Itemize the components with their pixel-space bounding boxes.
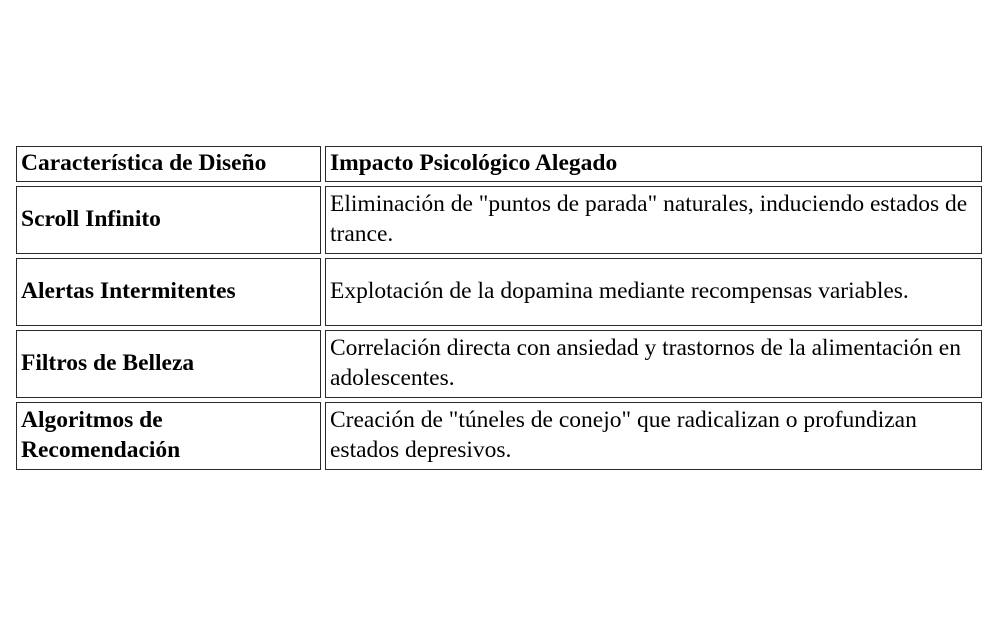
- header-psychological-impact: Impacto Psicológico Alegado: [325, 146, 982, 182]
- table-row: [16, 330, 982, 398]
- feature-cell: Scroll Infinito: [16, 186, 321, 254]
- header-design-feature: Característica de Diseño: [16, 146, 321, 182]
- feature-cell: Alertas Intermitentes: [16, 258, 321, 326]
- impact-cell: Creación de "túneles de conejo" que radicalizan o profundizan estados depresivos.: [325, 402, 982, 470]
- design-impact-table-container: [16, 146, 982, 470]
- table-header-row: [16, 146, 982, 182]
- impact-cell: Correlación directa con ansiedad y trastornos de la alimentación en adolescentes.: [325, 330, 982, 398]
- table-row: [16, 402, 982, 470]
- table-row: [16, 258, 982, 326]
- impact-cell: Explotación de la dopamina mediante recompensas variables.: [325, 258, 982, 326]
- feature-cell: Filtros de Belleza: [16, 330, 321, 398]
- impact-cell: Eliminación de "puntos de parada" naturales, induciendo estados de trance.: [325, 186, 982, 254]
- design-impact-table: [12, 142, 986, 474]
- feature-cell: Algoritmos de Recomendación: [16, 402, 321, 470]
- table-row: [16, 186, 982, 254]
